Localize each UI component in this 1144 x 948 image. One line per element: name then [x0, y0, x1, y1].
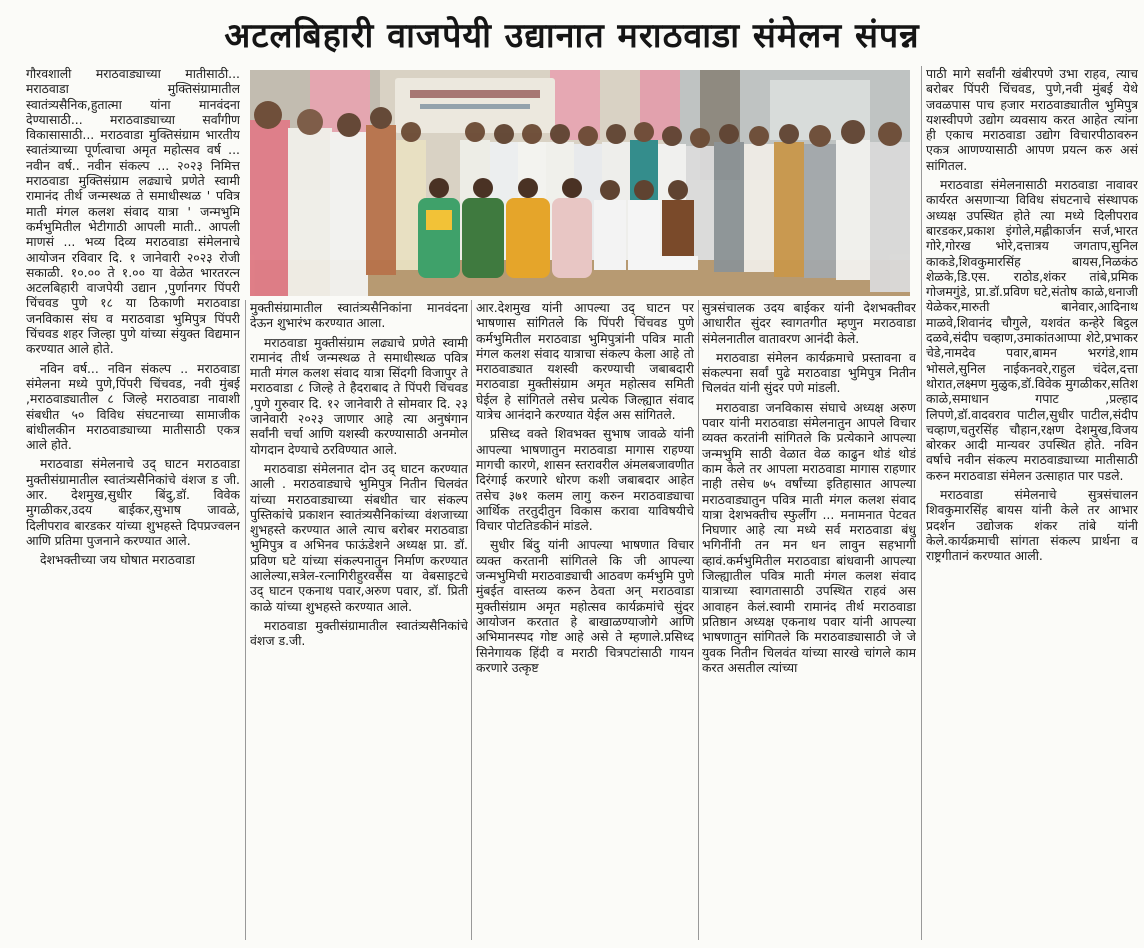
paragraph: मराठवाडा संमेलनात दोन उद्‌ घाटन करण्यात आली . मराठवाड्याचे भुमिपुत्र नितीन चिलवंत यांच्या मराठवाड्याच्या संबधीत चार संकल्प पुस्तिकांचे प्रकाशन स्वातंत्र्यसैनिकांच्या वंशजाच्या शुभहस्ते करण्यात आले त्याच बरोबर मराठवाडा भुमिपुत्र व अभिनव फाऊंडेशने अध्यक्ष प्रा. डॉ. प्रविण घटे यांच्या संकल्पनातुन निर्माण करण्यात आलेल्या,सत्रेल-रत्नागिरीहुरवसैंस या वेबसाइटचे उद्‌ घाटन एकनाथ पवार,अरुण पवार, डॉ. प्रिती काळे यांच्या शुभहस्ते करण्यात आले.	[250, 460, 468, 614]
paragraph: देशभक्तीच्या जय घोषात मराठवाडा	[40, 552, 195, 568]
paragraph: सुधीर बिंदु यांनी आपल्या भाषणात विचार व्यक्त करतानी सांगितले कि जी आपल्या जन्मभुमिची मराठवाड्याची आठवण कर्मभुमि पुणे मुंबईत वास्तव्य करुन ठेवता अन् मराठवाडा मुक्तीसंग्राम अमृत महोत्सव कार्यक्रमांचे सुंदर आयोजन करतात हे बाखाळण्याजोगे आणि अभिमानस्पद गोष्ट आहे असे ते म्हणाले.प्रसिध्द सिनेगायक हिंदी व मराठी चित्रपटांसाठी गायन करणारे उत्कृष्ट	[476, 537, 694, 675]
column-1	[26, 66, 240, 944]
paragraph: गौरवशाली मराठवाड्याच्या मातीसाठी... मराठवाडा मुक्तिसंग्रामातील स्वातंत्र्यसैनिक,हुतात्मा यांना मानवंदना देण्यासाठी... मराठवाड्याच्या सर्वांगीण विकासासाठी... मराठवाडा मुक्तिसंग्राम भारतीय स्वातंत्र्याच्या पूर्णत्वाचा अमृत महोत्सव वर्ष ... नवीन वर्ष.. नवीन संकल्प ... २०२३ निमित्त मराठवाडा मुक्तिसंग्राम लढ्याचे प्रणेते स्वामी रामानंद तीर्थ जन्मस्थळ ते समाधीस्थळ ' पवित्र माती मंगल कलश संवाद यात्रा ' जन्मभुमि कर्मभुमितील भेटीगाठी आपली माती.. आपली माणसं ... भव्य दिव्य मराठवाडा संमेलनाचे आयोजन रविवार दि. १ जानेवारी २०२३ रोजी सकाळी. १०.०० ते १.०० या वेळेत भारतरत्न अटलबिहारी वाजपेयी उद्यान ,पुर्णानगर पिंपरी चिंचवड पुणे १८ या ठिकाणी मराठवाडा जनविकास संघ व मराठवाडा भुमिपुत्र पिंपरी चिंचवड शहर जिल्हा पुणे यांच्या संयुक्त विद्यमान करण्यात आले होते.	[26, 66, 240, 357]
paragraph: मराठवाडा संमेलनाचे सुत्रसंचालन शिवकुमारसिंह बायस यांनी केले तर आभार प्रदर्शन उद्योजक शंकर तांबे यांनी केले.कार्यक्रमाची सांगता संकल्प प्रार्थना व राष्ट्रगीतानं करण्यात आली.	[926, 487, 1138, 564]
column-2	[250, 300, 468, 944]
column-3	[476, 300, 694, 944]
column-4	[702, 300, 916, 944]
paragraph: मराठवाडा संमेलन कार्यक्रमाचे प्रस्तावना व संकल्पना सर्वां पुढे मराठवाडा भुमिपुत्र नितीन चिलवंत यांनी सुंदर पणे मांडली.	[702, 349, 916, 396]
paragraph: प्रसिध्द वक्ते शिवभक्त सुभाष जावळे यांनी आपल्या भाषणातुन मराठवाडा मागास राहण्या मागची कारणे, शासन स्तरावरील अंमलबजावणीत दिरंगाई करणारे धोरण कशी जबाबदार आहेत तसेच ३७१ कलम लागु करुन मराठवाड्याचा आर्थिक तरतुदीतुन विकास करावा याविषयीचे विचार पोटतिडकीनं मांडले.	[476, 426, 694, 534]
paragraph: मराठवाडा जनविकास संघाचे अध्यक्ष अरुण पवार यांनी मराठवाडा संमेलनातुन आपले विचार व्यक्त करतांनी सांगितले कि प्रत्येकाने आपल्या जन्मभुमि साठी वेळात वेळ काढुन थोडं थोडं काम केले तर आपला मराठवाडा मागास राहणार नाही तसेच ७५ वर्षांच्या इतिहासात आपल्या मराठवाड्यातुन पवित्र माती मंगल कलश संवाद यात्रा देशभक्तीच स्फुर्लींग ... मनामनात पेटवत निघणार आहे त्या मध्ये सर्व मराठवाडा बंधु भगिनींनी तन मन धन लावुन सहभागी व्हावं.कर्मभुमितील मराठवाडा बांधवानी आपल्या जिल्ह्यातील पवित्र माती मंगल कलश संवाद यात्राच्या स्वागतासाठी उपस्थित राहवं अस आवाहन केलं.स्वामी रामानंद तीर्थ मराठवाडा प्रतिष्ठान अध्यक्ष एकनाथ पवार यांनी आपल्या भाषणातुन सांगितले कि मराठवाड्यासाठी जे जे युवक नितीन चिलवंत यांच्या सारखे चांगले काम करत असतील त्यांच्या	[702, 399, 916, 675]
headline: अटलबिहारी वाजपेयी उद्यानात मराठवाडा संमेलन संपन्न	[224, 16, 920, 56]
paragraph: मराठवाडा मुक्तीसंग्राम लढ्याचे प्रणेते स्वामी रामानंद तीर्थ जन्मस्थळ ते समाधीस्थळ पवित्र माती मंगल कलश संवाद यात्रा सिंदगी विजापुर ते मराठवाडा ८ जिल्हे ते हैदराबाद ते पिंपरी चिंचवड ,पुणे गुरुवार दि. १२ जानेवारी ते सोमवार दि. २३ जानेवारी २०२३ जाणार आहे त्या अनुषंगान सर्वांनी चर्चा आणि यशस्वी करण्यासाठी अनमोल योगदान देण्याचे ठरविण्यात आले.	[250, 334, 468, 457]
paragraph: पाठी मागे सर्वांनी खंबीरपणे उभा राहव, त्याच बरोबर पिंपरी चिंचवड, पुणे,नवी मुंबई येथे जवळपास पाच हजार मराठवाड्यातील भुमिपुत्र यशस्वीपणे उद्योग व्यवसाय करत आहेत त्यांना ही एकाच मराठवाडा उद्योग विचारपीठावरुन एकत्र आणण्यासाठी आपण प्रयत्न करु असं सांगितल.	[926, 66, 1138, 173]
paragraph: नविन वर्ष... नविन संकल्प .. मराठवाडा संमेलना मध्ये पुणे,पिंपरी चिंचवड, नवी मुंबई ,मराठवाड्यातील ८ जिल्हे मराठवाडा नावाशी संबधीत ५० विविध संघटनाच्या सामाजीक बांधीलकीन मराठवाड्याच्या मातीसाठी एकत्र आले होते.	[26, 360, 240, 453]
column-divider	[471, 300, 472, 940]
paragraph: मराठवाडा संमेलनाचे उद्‌ घाटन मराठवाडा मुक्तीसंग्रामातील स्वातंत्र्यसैनिकांचे वंशज ड जी. आर. देशमुख,सुधीर बिंदु,डॉ. विवेक मुगळीकर,उदय बाईकर,सुभाष जावळे, दिलीपराव बारडकर यांच्या शुभहस्ते दिपप्रज्वलन आणि प्रतिमा पुजनाने करण्यात आले.	[26, 456, 240, 548]
paragraph: मुक्तीसंग्रामातील स्वातंत्र्यसैनिकांना मानवंदना देऊन शुभारंभ करण्यात आला.	[250, 300, 468, 331]
column-5	[926, 66, 1138, 944]
event-photo	[250, 70, 910, 296]
paragraph: मराठवाडा मुक्तीसंग्रामातील स्वातंत्र्यसैनिकांचे वंशज ड.जी.	[250, 617, 468, 649]
column-divider	[698, 300, 699, 940]
paragraph: मराठवाडा संमेलनासाठी मराठवाडा नावावर कार्यरत असणाऱ्या विविध संघटनाचे संस्थापक अध्यक्ष उपस्थित होते त्या मध्ये दिलीपराव बारडकर,प्रकाश इंगोले,मह्लीकार्जन सर्ज,भारत गोरे,गोरख भोरे,दत्तात्रय जगताप,सुनिल काकडे,शिवकुमारसिंह बायस,निळकंठ शेळके,डि.एस. राठोड,शंकर तांबे,प्रमिक गोजमगुंडे, प्रा.डॉ.प्रविण घटे,संतोष काळे,धनाजी येळेकर,मारुती बानेवार,आदिनाथ माळवे,शिवानंद चौगुले, यशवंत कन्हेरे बिट्ठल दळवे,संदीप चव्हाण,उमाकांतआप्पा शेटे,प्रभाकर चेडे,नामदेव पवार,बामन भरगंडे,शाम भोसले,सुनिल नाईकनवरे,राहुल चंदेल,दत्ता थोरात,लक्ष्मण मुळुक,डॉ.विवेक मुगळीकर,सतिश काळे,समाधान गपाट ,प्रल्हाद लिपणे,डॉ.वादवराव पाटील,सुधीर पाटील,संदीप चव्हाण,चतुरसिंह चौहान,रक्षण देशमुख,विजय बोरकर आदी मान्यवर उपस्थित होते. नविन वर्षाचे नवीन संकल्प मराठवाड्याच्या मातीसाठी करुन मराठवाडा संमेलन उत्साहात पार पडले.	[926, 177, 1138, 483]
column-divider	[245, 300, 246, 940]
column-divider	[921, 66, 922, 940]
paragraph: आर.देशमुख यांनी आपल्या उद्‌ घाटन पर भाषणास सांगितले कि पिंपरी चिंचवड पुणे कर्मभुमितील मराठवाडा भुमिपुत्रांनी पवित्र माती मंगल कलश संवाद यात्राचा संकल्प केला आहे तो मराठवाड्यात यशस्वी करण्याची जबाबदारी मराठवाडा मुक्तीसंग्राम अमृत महोत्सव समिती घेईल हे सांगितले तसेच प्रत्येक जिल्ह्यात संवाद यात्रेच आनंदाने करण्यात येईल अस सांगितले.	[476, 300, 694, 423]
paragraph: सुत्रसंचालक उदय बाईकर यांनी देशभक्तीवर आधारीत सुंदर स्वागतगीत म्हणुन मराठवाडा संमेलनातील वातावरण आनंदी केले.	[702, 300, 916, 346]
